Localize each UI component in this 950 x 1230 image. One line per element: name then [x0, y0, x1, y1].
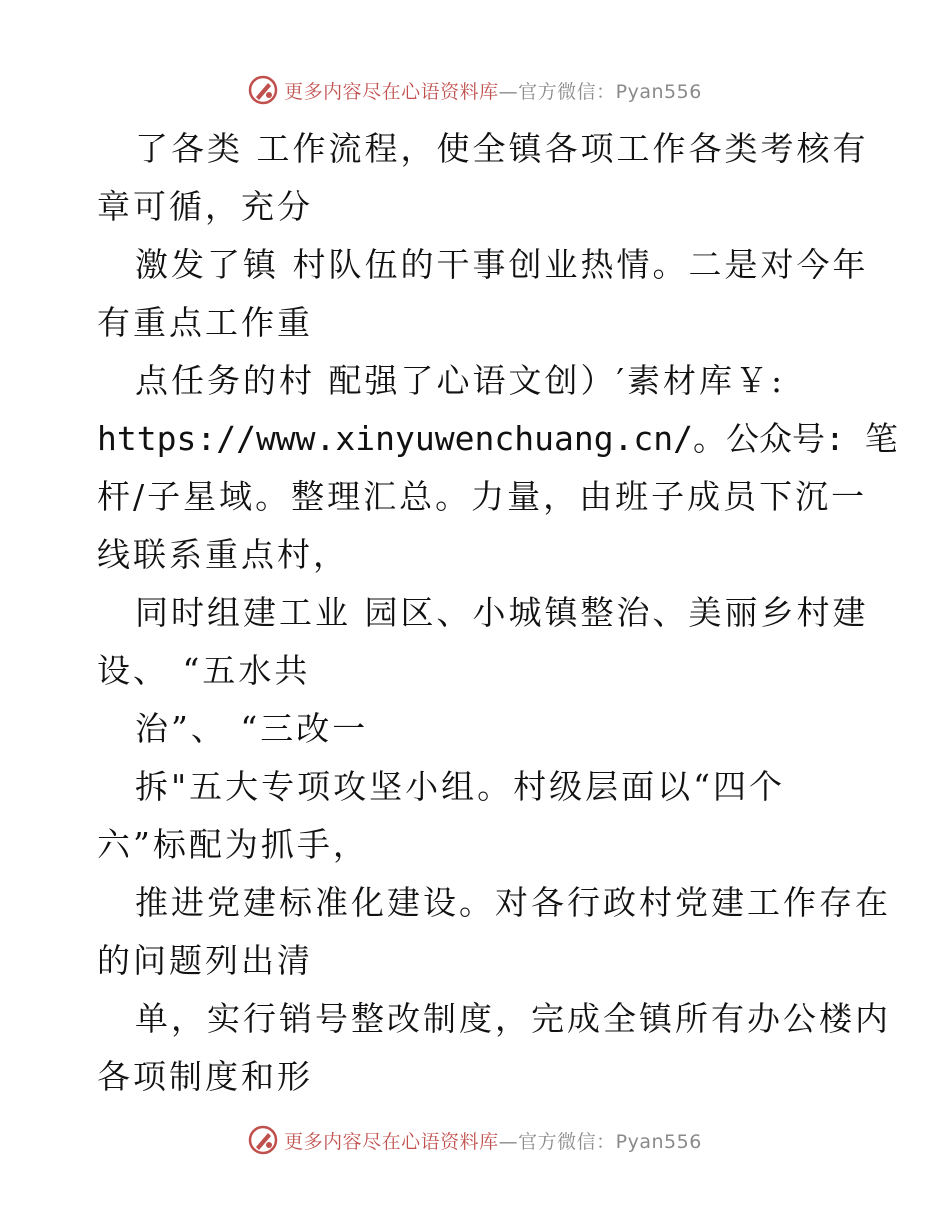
body-line: 了各类 工作流程，使全镇各项工作各类考核有 [135, 129, 869, 168]
body-line: 设、 “五水共 [97, 651, 311, 690]
footer-watermark [0, 1120, 950, 1160]
pen-logo-icon [248, 75, 278, 105]
body-line: 杆/子星域。整理汇总。力量，由班子成员下沉一 [97, 477, 868, 516]
watermark-text: 更多内容尽在心语资料库—官方微信：Pyan556 [284, 1130, 702, 1153]
header-watermark [0, 70, 950, 110]
watermark-text: 更多内容尽在心语资料库—官方微信：Pyan556 [284, 80, 702, 103]
body-line: 拆"五大专项攻坚小组。村级层面以“四个 [135, 767, 786, 806]
body-line: 点任务的村 配强了心语文创）′素材库￥: [135, 361, 786, 400]
body-line: 线联系重点村， [97, 535, 349, 574]
body-line: 推进党建标准化建设。对各行政村党建工作存在 [135, 883, 891, 922]
body-line: 同时组建工业 园区、小城镇整治、美丽乡村建 [135, 593, 869, 632]
document-body [97, 120, 898, 1106]
body-line: 章可循，充分 [97, 187, 313, 226]
body-line: 有重点工作重 [97, 303, 313, 342]
body-line: 的问题列出清 [97, 941, 313, 980]
body-line: 六”标配为抓手， [97, 825, 369, 864]
body-line: 单，实行销号整改制度，完成全镇所有办公楼内 [135, 999, 891, 1038]
pen-logo-icon [248, 1125, 278, 1155]
body-line: 各项制度和形 [97, 1057, 313, 1096]
body-line: https://www.xinyuwenchuang.cn/。公众号: 笔 [97, 419, 898, 458]
body-line: 治”、 “三改一 [135, 709, 369, 748]
body-line: 激发了镇 村队伍的干事创业热情。二是对今年 [135, 245, 869, 284]
